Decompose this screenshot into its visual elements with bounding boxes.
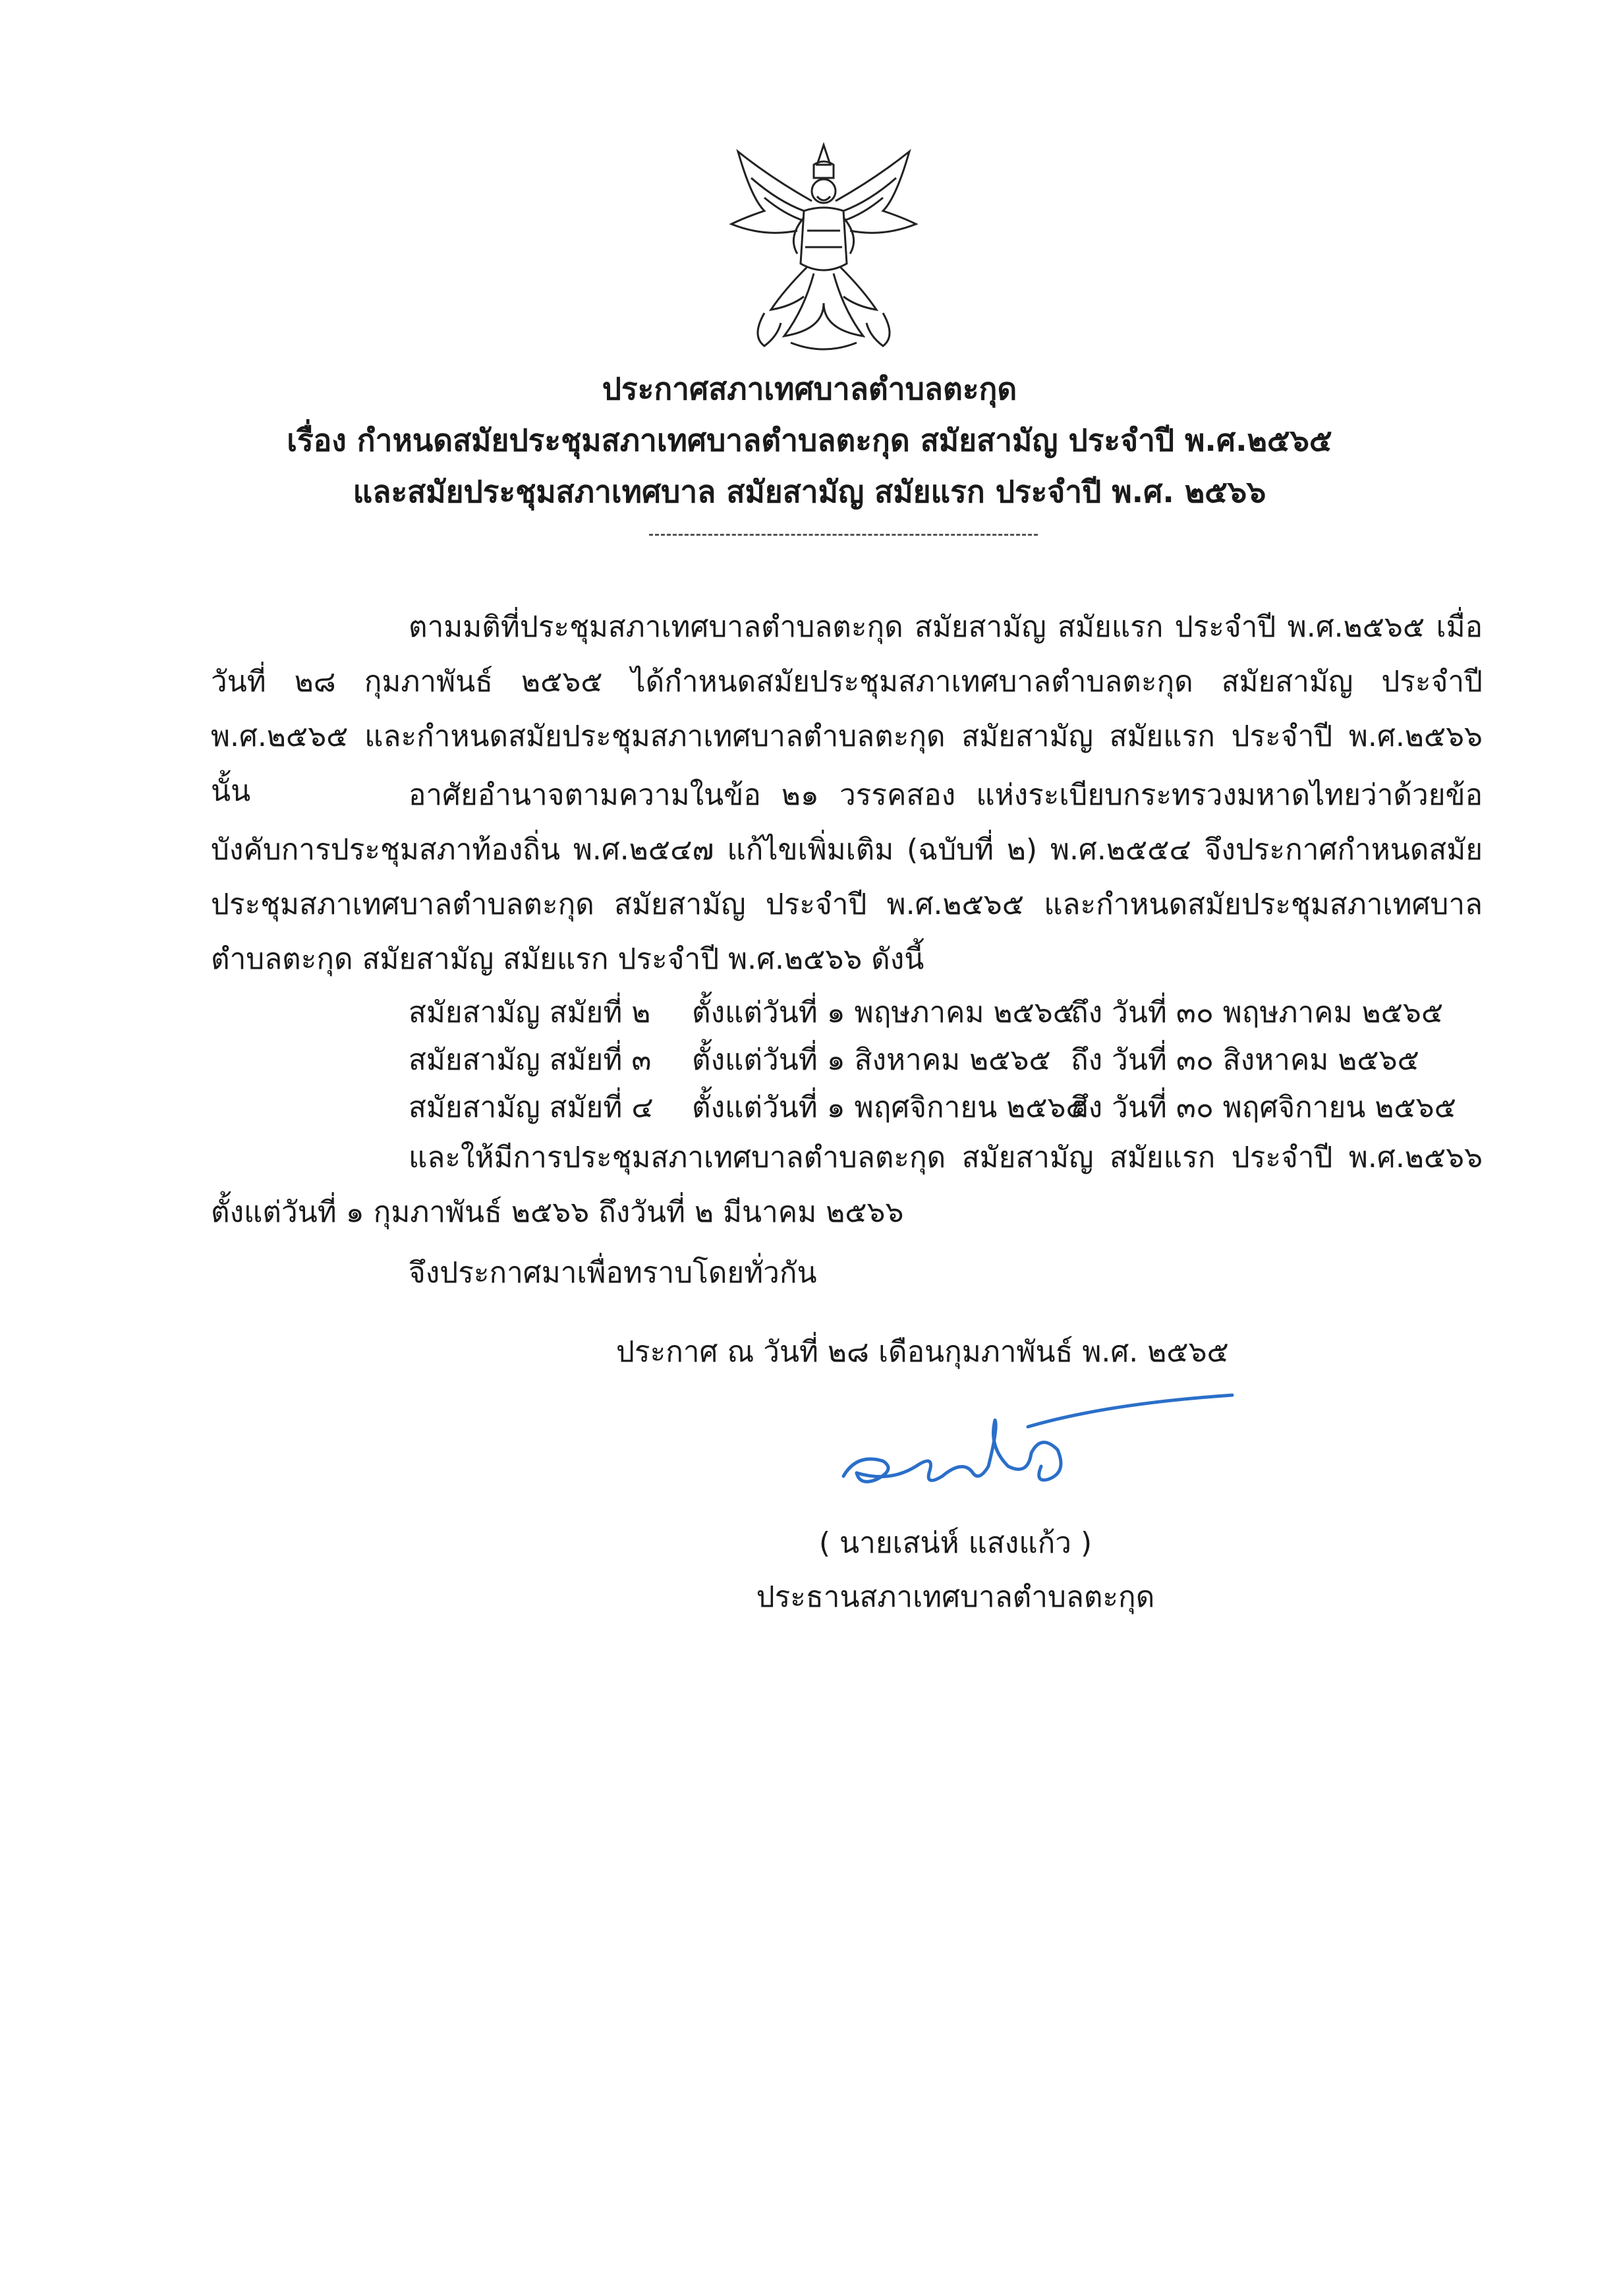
session-name: สมัยสามัญ สมัยที่ ๓ [409, 1043, 652, 1077]
signature-image [830, 1387, 1252, 1499]
session-start: ตั้งแต่วันที่ ๑ พฤษภาคม ๒๕๖๕ [692, 996, 1075, 1029]
session-name: สมัยสามัญ สมัยที่ ๒ [409, 996, 651, 1029]
session-start: ตั้งแต่วันที่ ๑ พฤศจิกายน ๒๕๖๕ [692, 1091, 1088, 1124]
session-end: ถึง วันที่ ๓๐ พฤศจิกายน ๒๕๖๕ [1071, 1091, 1456, 1124]
body-paragraph-1: ตามมติที่ประชุมสภาเทศบาลตำบลตะกุด สมัยสามัญ สมัยแรก ประจำปี พ.ศ.๒๕๖๕ เมื่อวันที่ ๒๘ กุมภาพันธ์ ๒๕๖๕ ได้กำหนดสมัยประชุมสภาเทศบาลตำบลตะกุด สมัยสามัญ ประจำปี พ.ศ.๒๕๖๕ และกำหนดสมัยประชุมสภาเทศบาลตำบลตะกุด สมัยสามัญ สมัยแรก ประจำปี พ.ศ.๒๕๖๖ นั้น [211, 610, 1483, 808]
announcement-date: ประกาศ ณ วันที่ ๒๘ เดือนกุมภาพันธ์ พ.ศ. ๒๕๖๕ [616, 1335, 1229, 1369]
signatory-position: ประธานสภาเทศบาลตำบลตะกุด [756, 1580, 1155, 1614]
title-separator [649, 534, 1038, 536]
body-paragraph-3: และให้มีการประชุมสภาเทศบาลตำบลตะกุด สมัยสามัญ สมัยแรก ประจำปี พ.ศ.๒๕๖๖ ตั้งแต่วันที่ ๑ กุมภาพันธ์ ๒๕๖๖ ถึงวันที่ ๒ มีนาคม ๒๕๖๖ [211, 1141, 1483, 1229]
body-paragraph-2: อาศัยอำนาจตามความในข้อ ๒๑ วรรคสอง แห่งระเบียบกระทรวงมหาดไทยว่าด้วยข้อบังคับการประชุมสภาท้องถิ่น พ.ศ.๒๕๔๗ แก้ไขเพิ่มเติม (ฉบับที่ ๒) พ.ศ.๒๕๕๔ จึงประกาศกำหนดสมัยประชุมสภาเทศบาลตำบลตะกุด สมัยสามัญ ประจำปี พ.ศ.๒๕๖๕ และกำหนดสมัยประชุมสภาเทศบาลตำบลตะกุด สมัยสามัญ สมัยแรก ประจำปี พ.ศ.๒๕๖๖ ดังนี้ [211, 778, 1483, 976]
session-start: ตั้งแต่วันที่ ๑ สิงหาคม ๒๕๖๕ [692, 1043, 1051, 1077]
session-name: สมัยสามัญ สมัยที่ ๔ [409, 1091, 654, 1124]
announcement-subject: เรื่อง กำหนดสมัยประชุมสภาเทศบาลตำบลตะกุด สมัยสามัญ ประจำปี พ.ศ.๒๕๖๕ [287, 422, 1332, 458]
session-end: ถึง วันที่ ๓๐ พฤษภาคม ๒๕๖๕ [1071, 996, 1444, 1029]
signatory-name: ( นายเสน่ห์ แสงแก้ว ) [818, 1526, 1093, 1560]
announcement-subject-continued: และสมัยประชุมสภาเทศบาล สมัยสามัญ สมัยแรก ประจำปี พ.ศ. ๒๕๖๖ [353, 474, 1266, 509]
session-end: ถึง วันที่ ๓๐ สิงหาคม ๒๕๖๕ [1071, 1043, 1419, 1077]
garuda-emblem-icon [725, 138, 923, 356]
body-paragraph-4: จึงประกาศมาเพื่อทราบโดยทั่วกัน [409, 1256, 817, 1290]
announcement-title: ประกาศสภาเทศบาลตำบลตะกุด [602, 371, 1017, 407]
